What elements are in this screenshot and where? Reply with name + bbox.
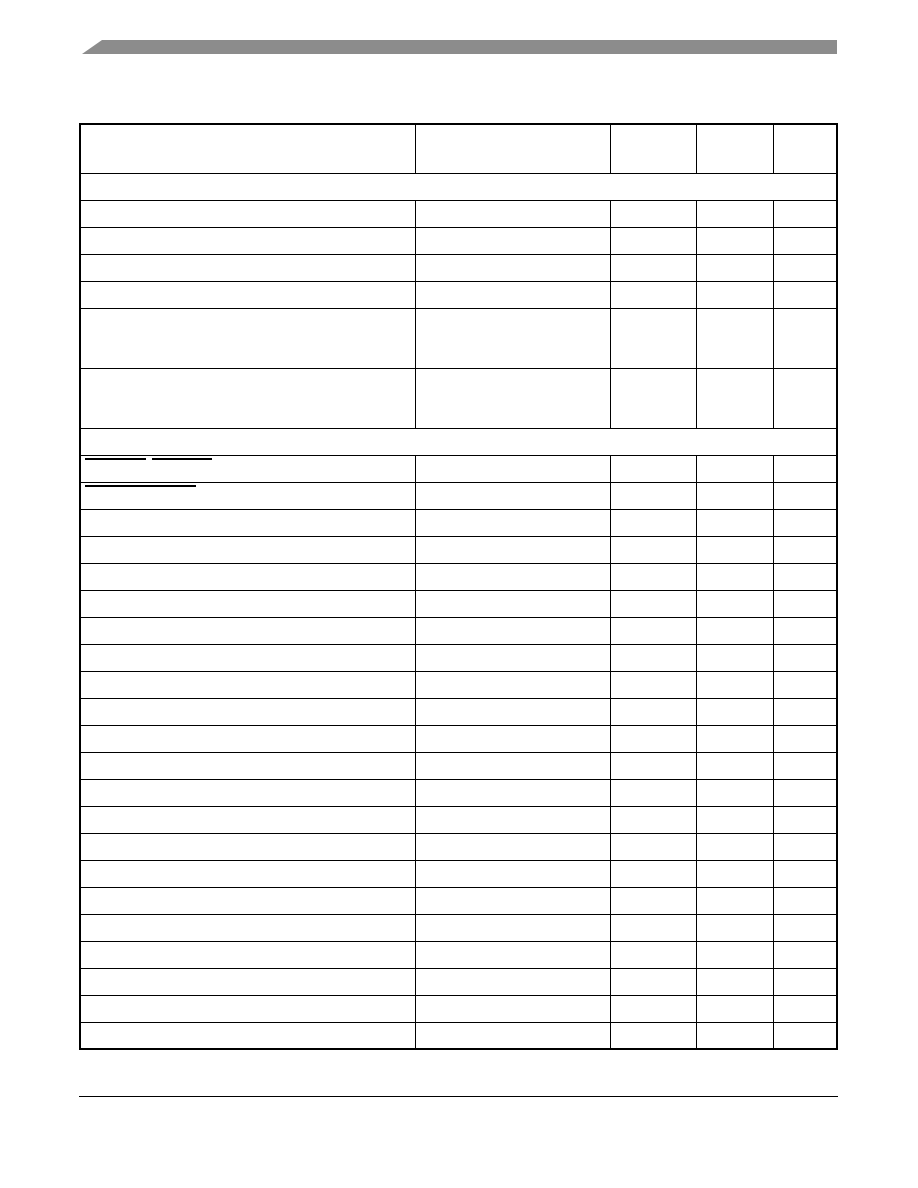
table-row-divider	[81, 752, 836, 753]
table-row-divider	[81, 995, 836, 996]
table-row-divider	[81, 860, 836, 861]
table-column-divider	[610, 125, 611, 173]
table-row-divider	[81, 455, 836, 456]
table-row-divider	[81, 968, 836, 969]
table-row-divider	[81, 536, 836, 537]
table-row-divider	[81, 563, 836, 564]
table-row-divider	[81, 617, 836, 618]
table-row-divider	[81, 779, 836, 780]
page-footer-rule	[79, 1096, 838, 1097]
overline-mark	[152, 458, 212, 460]
table-row-divider	[81, 281, 836, 282]
table-row-divider	[81, 509, 836, 510]
table-row-divider	[81, 173, 836, 174]
table-column-divider	[415, 125, 416, 173]
table-row-divider	[81, 200, 836, 201]
table-column-divider	[773, 455, 774, 1048]
table-row-divider	[81, 914, 836, 915]
table-column-divider	[773, 125, 774, 173]
table-row-divider	[81, 644, 836, 645]
table-row-divider	[81, 590, 836, 591]
table-column-divider	[610, 455, 611, 1048]
specification-table	[79, 123, 838, 1050]
table-row-divider	[81, 725, 836, 726]
table-column-divider	[696, 455, 697, 1048]
table-column-divider	[610, 200, 611, 428]
table-column-divider	[415, 200, 416, 428]
table-row-divider	[81, 1022, 836, 1023]
table-row-divider	[81, 308, 836, 309]
table-row-divider	[81, 368, 836, 369]
table-column-divider	[415, 455, 416, 1048]
table-row-divider	[81, 941, 836, 942]
page-header-bar	[82, 40, 837, 54]
table-row-divider	[81, 482, 836, 483]
table-row-divider	[81, 671, 836, 672]
table-row-divider	[81, 887, 836, 888]
table-row-divider	[81, 698, 836, 699]
table-row-divider	[81, 428, 836, 429]
overline-mark	[85, 485, 196, 487]
table-row-divider	[81, 806, 836, 807]
table-row-divider	[81, 833, 836, 834]
table-column-divider	[773, 200, 774, 428]
table-row-divider	[81, 227, 836, 228]
overline-mark	[85, 458, 146, 460]
table-row-divider	[81, 254, 836, 255]
table-column-divider	[696, 125, 697, 173]
table-column-divider	[696, 200, 697, 428]
